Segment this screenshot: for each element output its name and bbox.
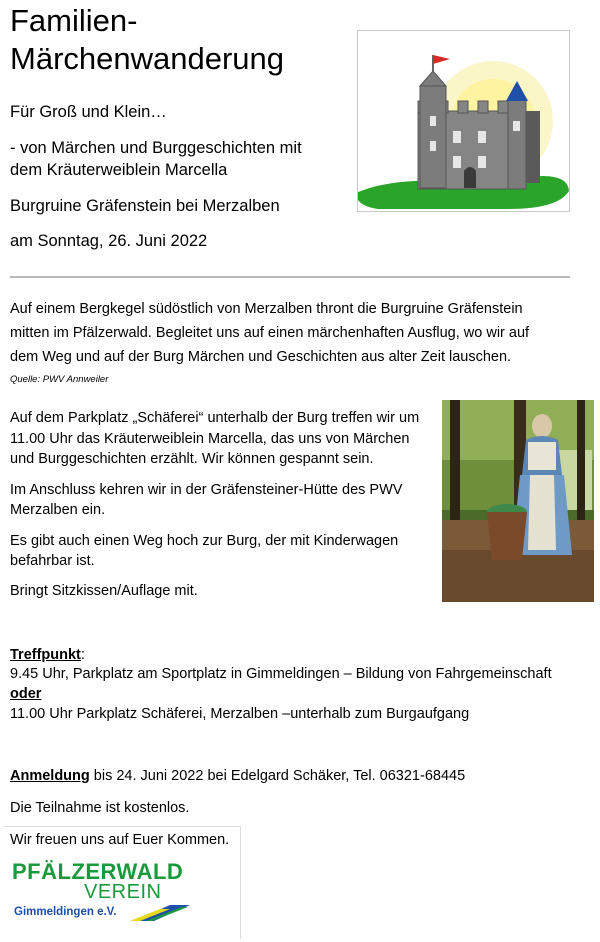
details-p3-line-2: befahrbar ist. (10, 553, 95, 569)
meeting-colon: : (80, 647, 85, 663)
castle-illustration (357, 30, 570, 212)
details-p1-line-1: Auf dem Parkplatz „Schäferei“ unterhalb der Burg treffen wir um (10, 410, 420, 426)
details-p2-line-2: Merzalben ein. (10, 502, 106, 518)
description-line-1: - von Märchen und Burggeschichten mit (10, 139, 302, 157)
footer-box (4, 826, 241, 939)
details-paragraph-1 (10, 408, 419, 470)
meeting-heading (10, 647, 85, 663)
title-line-1: Familien- (10, 3, 138, 38)
intro-line-2: mitten im Pfälzerwald. Begleitet uns auf einen märchenhaften Ausflug, wo wir auf (10, 325, 530, 341)
subtitle: Für Groß und Klein… (10, 103, 167, 121)
registration-text: bis 24. Juni 2022 bei Edelgard Schäker, Tel. 06321-68445 (89, 768, 466, 784)
intro-paragraph (10, 297, 529, 369)
registration-label: Anmeldung (10, 768, 90, 784)
divider (10, 276, 570, 278)
description-line-2: dem Kräuterweiblein Marcella (10, 161, 228, 179)
details-p1-line-2: 11.00 Uhr das Kräuterweiblein Marcella, das uns von Märchen (10, 430, 410, 447)
details-p1-line-3: und Burggeschichten erzählt. Wir können gespannt sein. (10, 451, 374, 467)
welcome-text: Wir freuen uns auf Euer Kommen. (10, 832, 230, 848)
free-participation: Die Teilnahme ist kostenlos. (10, 800, 190, 816)
description (10, 137, 302, 181)
meeting-label: Treffpunkt (10, 647, 81, 663)
registration-line (10, 768, 465, 784)
page-title (10, 2, 284, 78)
logo-line-1: PFÄLZERWALD (12, 859, 184, 884)
storyteller-photo (442, 400, 594, 602)
source-note: Quelle: PWV Annweiler (10, 374, 109, 385)
meeting-or-label: oder (10, 686, 42, 702)
event-date: am Sonntag, 26. Juni 2022 (10, 232, 208, 250)
details-paragraph-2 (10, 480, 402, 520)
meeting-option-2: 11.00 Uhr Parkplatz Schäferei, Merzalben –unterhalb zum Burgaufgang (10, 706, 470, 722)
meeting-option-1: 9.45 Uhr, Parkplatz am Sportplatz in Gimmeldingen – Bildung von Fahrgemeinschaft (10, 666, 552, 682)
details-p3-line-1: Es gibt auch einen Weg hoch zur Burg, der mit Kinderwagen (10, 533, 399, 549)
logo-line-2: VEREIN (84, 881, 162, 903)
meeting-or (10, 686, 41, 702)
intro-line-3: dem Weg und auf der Burg Märchen und Geschichten aus alter Zeit lauschen. (10, 349, 512, 365)
title-line-2: Märchenwanderung (10, 41, 285, 76)
intro-line-1: Auf einem Bergkegel südöstlich von Merzalben thront die Burgruine Gräfenstein (10, 301, 523, 317)
details-paragraph-4: Bringt Sitzkissen/Auflage mit. (10, 583, 198, 599)
logo-stripes (130, 901, 190, 923)
details-paragraph-3 (10, 531, 398, 571)
location: Burgruine Gräfenstein bei Merzalben (10, 197, 280, 215)
details-p2-line-1: Im Anschluss kehren wir in der Gräfensteiner-Hütte des PWV (10, 482, 403, 498)
logo-line-3: Gimmeldingen e.V. (14, 906, 117, 918)
